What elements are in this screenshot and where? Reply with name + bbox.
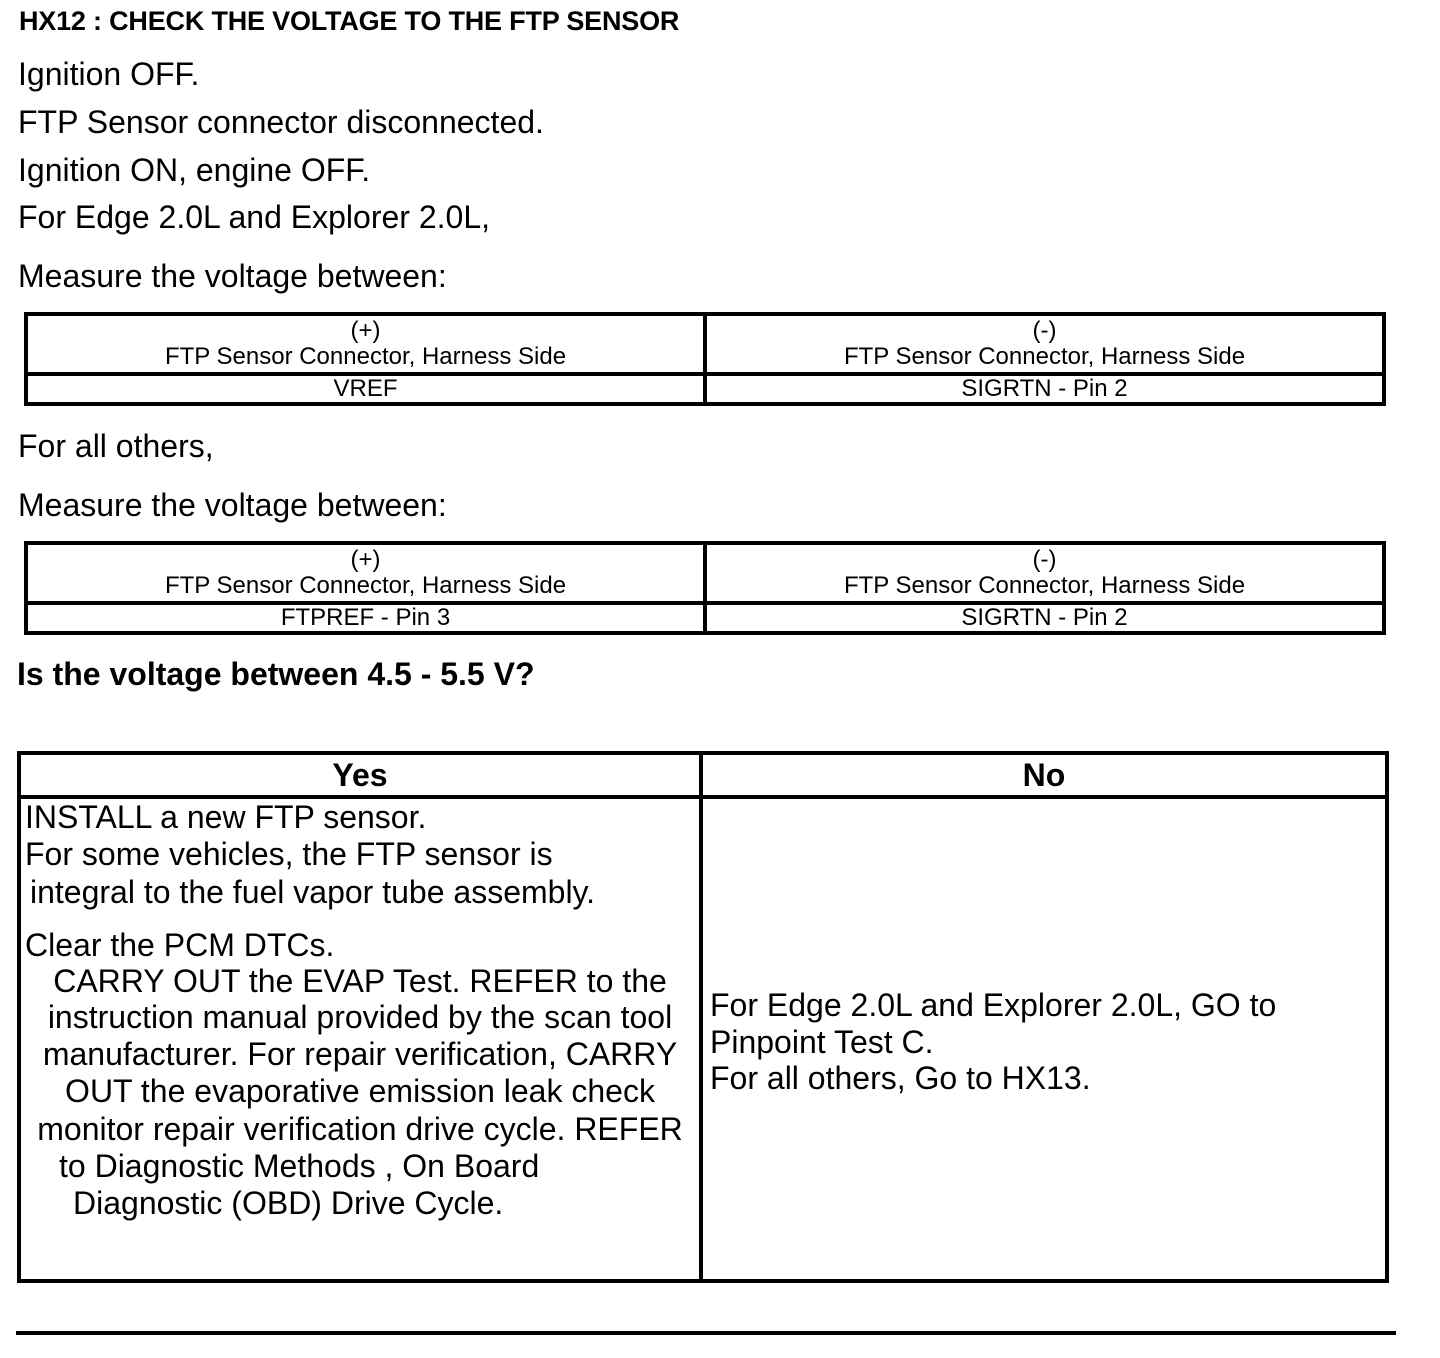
step-ignition-off: Ignition OFF. (18, 56, 200, 92)
answer-table (17, 751, 1389, 1283)
negative-header-label: FTP Sensor Connector, Harness Side (843, 343, 1246, 370)
yes-cell (19, 797, 701, 1281)
yes-line: For some vehicles, the FTP sensor is (25, 836, 553, 872)
yes-line: CARRY OUT the EVAP Test. REFER to the (53, 963, 667, 999)
positive-header-cell (26, 543, 705, 603)
yes-header: Yes (19, 753, 701, 797)
yes-line: OUT the evaporative emission leak check (65, 1073, 655, 1109)
no-header: No (701, 753, 1387, 797)
no-line: For all others, Go to HX13. (710, 1060, 1091, 1096)
others-label: For all others, (18, 428, 214, 464)
measurement-table-2 (24, 541, 1386, 635)
positive-sign: (+) (350, 317, 381, 344)
bottom-divider (16, 1331, 1396, 1335)
negative-header-cell (705, 314, 1384, 374)
step-connector-disconnected: FTP Sensor connector disconnected. (18, 104, 544, 140)
negative-value: SIGRTN - Pin 2 (705, 374, 1384, 404)
no-cell (701, 797, 1387, 1281)
negative-sign: (-) (1032, 546, 1057, 573)
positive-header-label: FTP Sensor Connector, Harness Side (164, 343, 567, 370)
negative-sign: (-) (1032, 317, 1057, 344)
page-title: HX12 : CHECK THE VOLTAGE TO THE FTP SENSOR (19, 6, 680, 36)
measurement-table-1 (24, 312, 1386, 406)
positive-sign: (+) (350, 546, 381, 573)
yes-line: Clear the PCM DTCs. (25, 927, 335, 963)
yes-line: instruction manual provided by the scan tool (47, 999, 673, 1035)
negative-value: SIGRTN - Pin 2 (705, 603, 1384, 633)
positive-value: FTPREF - Pin 3 (26, 603, 705, 633)
negative-header-label: FTP Sensor Connector, Harness Side (843, 572, 1246, 599)
voltage-question: Is the voltage between 4.5 - 5.5 V? (17, 656, 535, 692)
step-ignition-on: Ignition ON, engine OFF. (18, 152, 371, 188)
yes-line: to Diagnostic Methods , On Board (59, 1148, 540, 1184)
step-edge-explorer: For Edge 2.0L and Explorer 2.0L, (18, 199, 490, 235)
yes-line: integral to the fuel vapor tube assembly. (30, 874, 596, 910)
yes-line: Diagnostic (OBD) Drive Cycle. (73, 1185, 504, 1221)
measure-label-2: Measure the voltage between: (18, 487, 447, 523)
positive-header-cell (26, 314, 705, 374)
yes-line: INSTALL a new FTP sensor. (25, 799, 427, 835)
yes-line: manufacturer. For repair verification, CARRY (42, 1036, 678, 1072)
negative-header-cell (705, 543, 1384, 603)
positive-header-label: FTP Sensor Connector, Harness Side (164, 572, 567, 599)
positive-value: VREF (26, 374, 705, 404)
no-line: For Edge 2.0L and Explorer 2.0L, GO to (710, 987, 1277, 1023)
no-line: Pinpoint Test C. (710, 1024, 934, 1060)
yes-line: monitor repair verification drive cycle. REFER (37, 1111, 683, 1147)
measure-label-1: Measure the voltage between: (18, 258, 447, 294)
